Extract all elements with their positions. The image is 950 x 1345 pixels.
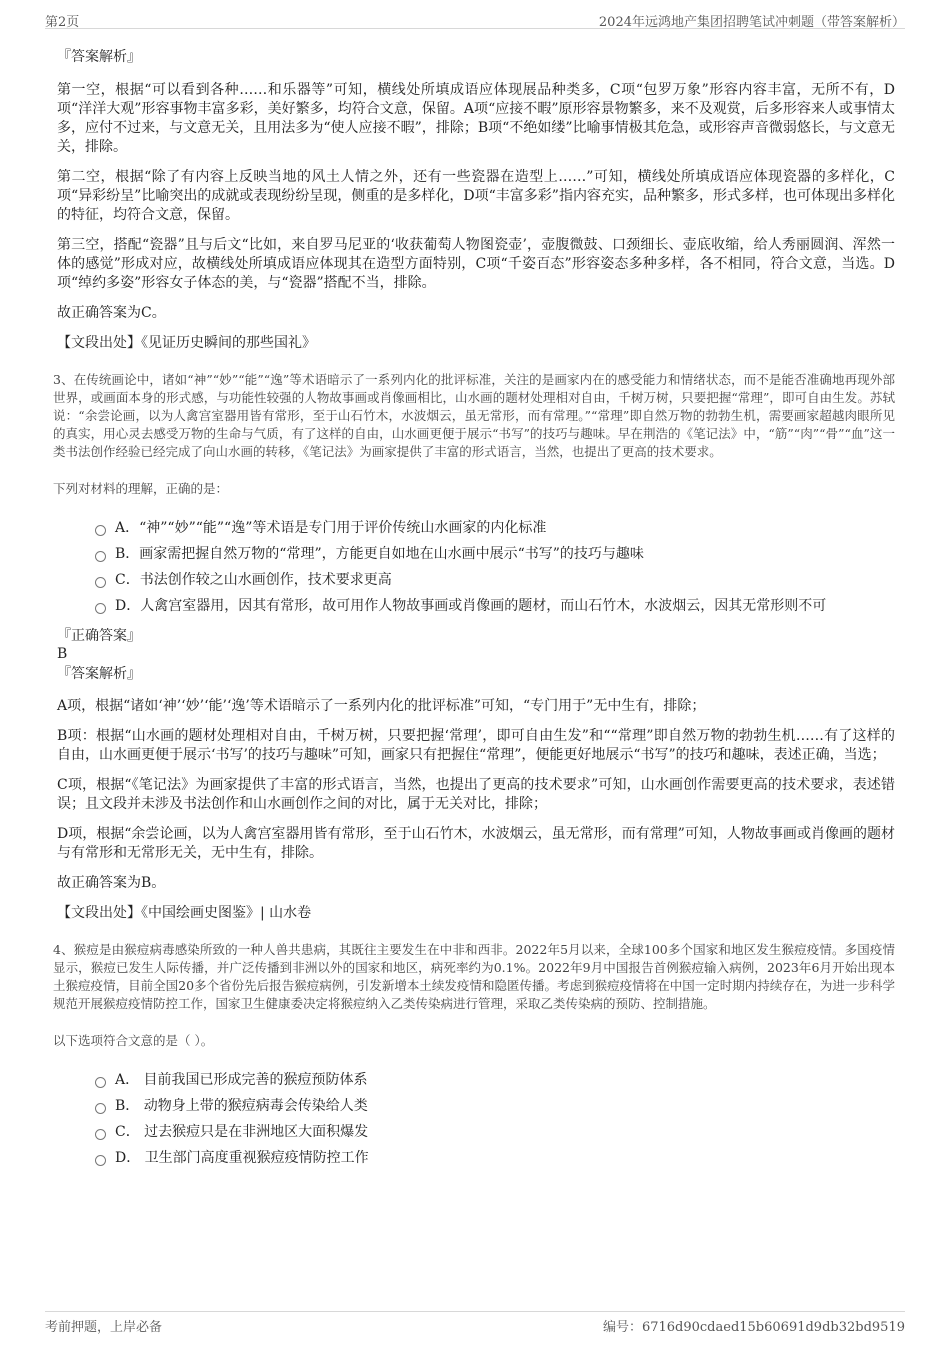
q3-conclusion: 故正确答案为B。 — [57, 875, 166, 891]
q4-question: 以下选项符合文意的是（ ）。 — [53, 1033, 214, 1048]
radio-icon[interactable] — [95, 577, 106, 588]
q3-analysis-para: C项，根据“《笔记法》为画家提供了丰富的形式语言，当然，也提出了更高的技术要求”可知，山水画创作需要更高的技术要求，表述错误；且文段并未涉及书法创作和山水画创作之间的对比，属于无关对比，排除； — [57, 777, 895, 812]
q3-options — [95, 519, 895, 623]
page-number: 第2页 — [45, 15, 80, 30]
q3-passage: 3、在传统画论中，诸如“神”“妙”“能”“逸”等术语暗示了一系列内化的批评标准，关注的是画家内在的感受能力和情绪状态，而不是能否准确地再现外部世界，或画面本身的形式感，与功能性较强的人物故事画或肖像画相比，山水画的题材处理相对自由，千树万树，只要把握“常理”，即可自由生发。苏轼说：“余尝论画，以为人禽宫室器用皆有常形，至于山石竹木，水波烟云，虽无常形，而有常理。”“常理”即自然万物的勃勃生机，需要画家超越肉眼所见的真实，用心灵去感受万物的生命与气质，有了这样的自由，山水画更便于展示“书写”的技巧与趣味。早在荆浩的《笔记法》中，“筋”“肉”“骨”“血”这一类书法创作经验已经完成了向山水画的转移，《笔记法》为画家提供了丰富的形式语言，当然，也提出了更高的技术要求。 — [53, 372, 895, 459]
page-footer — [45, 1311, 905, 1334]
q3-answer: B — [57, 646, 68, 662]
q2-analysis-para: 第三空，搭配“瓷器”且与后文“比如，来自罗马尼亚的‘收获葡萄人物图瓷壶’，壶腹微鼓、口颈细长、壶底收缩，给人秀丽圆润、浑然一体的感觉”形成对应，故横线处所填成语应体现其在造型方面特别，C项“千姿百态”形容姿态多种多样，各不相同，符合文意，当选。D项“绰约多姿”形容女子体态的美，与“瓷器”搭配不当，排除。 — [57, 237, 895, 291]
radio-icon[interactable] — [95, 551, 106, 562]
q4-option-b[interactable]: B． 动物身上带的猴痘病毒会传染给人类 — [95, 1097, 895, 1123]
page-header — [45, 8, 905, 29]
q4-option-c[interactable]: C． 过去猴痘只是在非洲地区大面积爆发 — [95, 1123, 895, 1149]
radio-icon[interactable] — [95, 1155, 106, 1166]
q3-option-c[interactable]: C．书法创作较之山水画创作，技术要求更高 — [95, 571, 895, 597]
q3-source: 【文段出处】《中国绘画史图鉴》| 山水卷 — [57, 905, 312, 921]
q4-option-a[interactable]: A． 目前我国已形成完善的猴痘预防体系 — [95, 1071, 895, 1097]
q3-analysis-para: B项：根据“山水画的题材处理相对自由，千树万树，只要把握‘常理’，即可自由生发”和““常理”即自然万物的勃勃生机……有了这样的自由，山水画更便于展示‘书写’的技巧与趣味”可知，画家只有把握住“常理”，便能更好地展示“书写”的技巧和趣味，表述正确，当选； — [57, 728, 895, 763]
q4-options — [95, 1071, 895, 1175]
document-body — [53, 48, 895, 1179]
document-title: 2024年远鸿地产集团招聘笔试冲刺题（带答案解析） — [598, 15, 905, 30]
document-id: 编号：6716d90cdaed15b60691d9db32bd9519 — [602, 1320, 905, 1335]
q3-analysis-para: D项，根据“余尝论画，以为人禽宫室器用皆有常形，至于山石竹木，水波烟云，虽无常形，而有常理”可知，人物故事画或肖像画的题材与有常形和无常形无关，无中生有，排除。 — [57, 826, 895, 861]
q3-analysis-label: 『答案解析』 — [57, 666, 141, 682]
q3-option-a[interactable]: A．“神”“妙”“能”“逸”等术语是专门用于评价传统山水画家的内化标准 — [95, 519, 895, 545]
radio-icon[interactable] — [95, 525, 106, 536]
q2-analysis-label: 『答案解析』 — [57, 49, 141, 65]
q3-option-d[interactable]: D．人禽宫室器用，因其有常形，故可用作人物故事画或肖像画的题材，而山石竹木，水波烟云，因其无常形则不可 — [95, 597, 895, 623]
q3-analysis-para: A项，根据“诸如‘神’‘妙’‘能’‘逸’等术语暗示了一系列内化的批评标准”可知，“专门用于”无中生有，排除； — [57, 698, 706, 714]
radio-icon[interactable] — [95, 603, 106, 614]
q2-analysis-para: 第一空，根据“可以看到各种……和乐器等”可知，横线处所填成语应体现展品种类多，C项“包罗万象”形容内容丰富，无所不有，D项“洋洋大观”形容事物丰富多彩，美好繁多，均符合文意，保留。A项“应接不暇”原形容景物繁多，来不及观赏，后多形容来人或事情太多，应付不过来，与文意无关，且用法多为“使人应接不暇”，排除；B项“不绝如缕”比喻事情极其危急，或形容声音微弱悠长，与文意无关，排除。 — [57, 82, 895, 155]
q2-source: 【文段出处】《见证历史瞬间的那些国礼》 — [57, 335, 316, 351]
q2-analysis-para: 第二空，根据“除了有内容上反映当地的风土人情之外，还有一些瓷器在造型上……”可知，横线处所填成语应体现瓷器的多样化，C项“异彩纷呈”比喻突出的成就或表现纷纷呈现，侧重的是多样化，D项“丰富多彩”指内容充实，品种繁多，形式多样，也可体现出多样化的特征，均符合文意，保留。 — [57, 169, 895, 223]
radio-icon[interactable] — [95, 1129, 106, 1140]
q3-question: 下列对材料的理解，正确的是： — [53, 481, 229, 496]
q3-option-b[interactable]: B．画家需把握自然万物的“常理”，方能更自如地在山水画中展示“书写”的技巧与趣味 — [95, 545, 895, 571]
radio-icon[interactable] — [95, 1077, 106, 1088]
q4-passage: 4、猴痘是由猴痘病毒感染所致的一种人兽共患病，其既往主要发生在中非和西非。2022年5月以来，全球100多个国家和地区发生猴痘疫情。多国疫情显示，猴痘已发生人际传播，并广泛传播到非洲以外的国家和地区，病死率约为0.1%。2022年9月中国报告首例猴痘输入病例，2023年6月开始出现本土猴痘疫情，目前全国20多个省份先后报告猴痘病例，引发新增本土续发疫情和隐匿传播。考虑到猴痘疫情将在中国一定时期内持续存在，为进一步科学规范开展猴痘疫情防控工作，国家卫生健康委决定将猴痘纳入乙类传染病进行管理，采取乙类传染病的预防、控制措施。 — [53, 942, 895, 1011]
q3-correct-label: 『正确答案』 — [57, 628, 141, 644]
radio-icon[interactable] — [95, 1103, 106, 1114]
q4-option-d[interactable]: D． 卫生部门高度重视猴痘疫情防控工作 — [95, 1149, 895, 1175]
footer-slogan: 考前押题，上岸必备 — [45, 1320, 163, 1335]
q2-conclusion: 故正确答案为C。 — [57, 305, 166, 321]
